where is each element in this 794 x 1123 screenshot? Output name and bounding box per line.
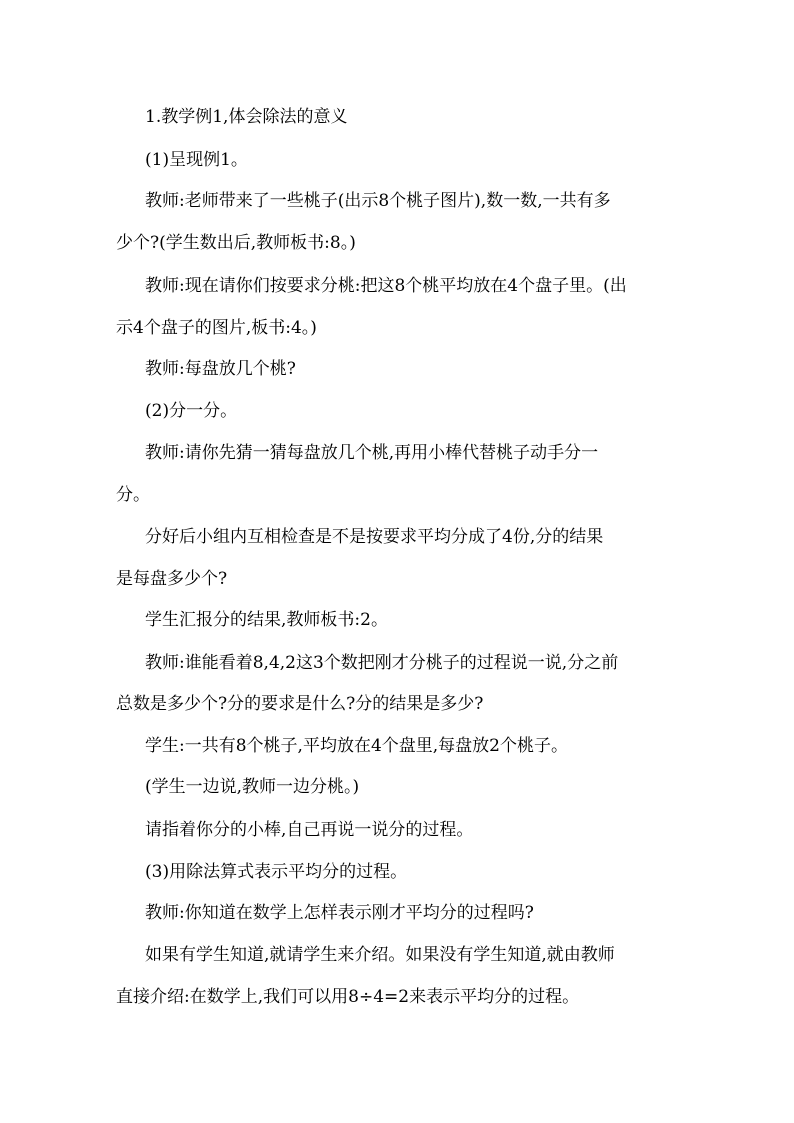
paragraph-line: 教师:谁能看着8,4,2这3个数把刚才分桃子的过程说一说,分之前 [145, 653, 619, 673]
paragraph-line: 教师:现在请你们按要求分桃:把这8个桃平均放在4个盘子里。(出 [145, 276, 627, 296]
paragraph-line: 学生汇报分的结果,教师板书:2。 [145, 610, 388, 630]
paragraph-line: 分。 [116, 485, 150, 505]
paragraph-line: (学生一边说,教师一边分桃。) [145, 777, 360, 797]
paragraph-line: 是每盘多少个? [116, 569, 228, 589]
paragraph-line: 总数是多少个?分的要求是什么?分的结果是多少? [116, 694, 484, 714]
section-heading: 1.教学例1,体会除法的意义 [145, 107, 348, 127]
paragraph-line: 如果有学生知道,就请学生来介绍。如果没有学生知道,就由教师 [145, 945, 615, 965]
paragraph-line: 教师:请你先猜一猜每盘放几个桃,再用小棒代替桃子动手分一 [145, 443, 599, 463]
paragraph-line: 学生:一共有8个桃子,平均放在4个盘里,每盘放2个桃子。 [145, 736, 568, 756]
paragraph-line: 教师:老师带来了一些桃子(出示8个桃子图片),数一数,一共有多 [145, 191, 611, 211]
paragraph-line: 请指着你分的小棒,自己再说一说分的过程。 [145, 820, 474, 840]
subsection-heading: (3)用除法算式表示平均分的过程。 [145, 862, 408, 882]
subsection-heading: (1)呈现例1。 [145, 150, 248, 170]
paragraph-line: 示4个盘子的图片,板书:4。) [116, 318, 317, 338]
paragraph-line: 少个?(学生数出后,教师板书:8。) [116, 233, 356, 253]
paragraph-line: 教师:你知道在数学上怎样表示刚才平均分的过程吗? [145, 903, 534, 923]
subsection-heading: (2)分一分。 [145, 401, 238, 421]
paragraph-line: 分好后小组内互相检查是不是按要求平均分成了4份,分的结果 [145, 527, 604, 547]
paragraph-line: 教师:每盘放几个桃? [145, 359, 296, 379]
paragraph-line: 直接介绍:在数学上,我们可以用8÷4=2来表示平均分的过程。 [116, 987, 580, 1007]
